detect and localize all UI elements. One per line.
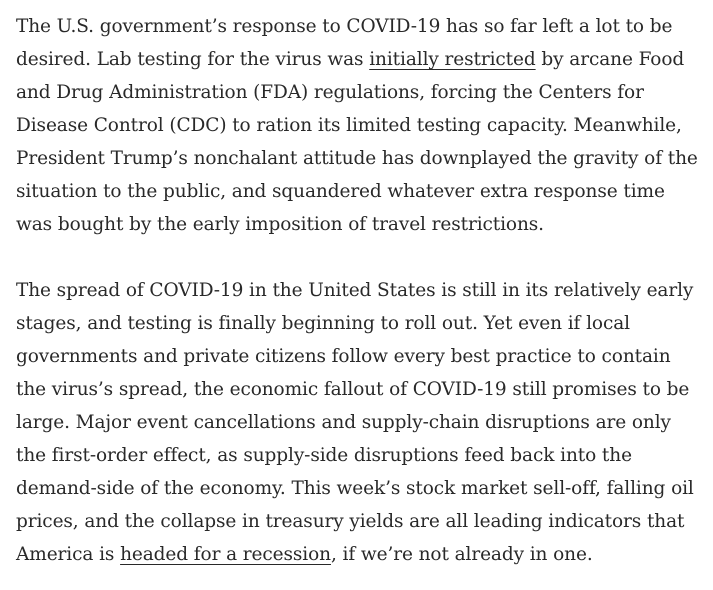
paragraph-2-text-start: The spread of COVID-19 in the United States is still in its relatively early stages, and testing is finally beginning to roll out. Yet even if local governments and private citizens follow every best practice to contain the virus’s spread, the economic fallout of COVID-19 still promises to be large. Major event cancellations and supply-chain disruptions are only the first-order effect, as supply-side disruptions feed back into the demand-side of the economy. This week’s stock market sell-off, falling oil prices, and the collapse in treasury yields are all leading indicators that America is (16, 280, 694, 565)
paragraph-2 (16, 274, 706, 571)
paragraph-2-text-end: , if we’re not already in one. (330, 544, 593, 565)
paragraph-1-text-start: The U.S. government’s response to COVID-19 has so far left a lot to be desired. Lab testing for the virus was (16, 16, 673, 70)
headed-for-a-recession-link[interactable]: headed for a recession (120, 544, 331, 565)
paragraph-1-text-end: by arcane Food and Drug Administration (FDA) regulations, forcing the Centers for Disease Control (CDC) to ration its limited testing capacity. Meanwhile, President Trump’s nonchalant attitude has downplayed the gravity of the situation to the public, and squandered whatever extra response time was bought by the early imposition of travel restrictions. (16, 49, 698, 235)
initially-restricted-link[interactable]: initially restricted (369, 49, 536, 70)
paragraph-1 (16, 10, 706, 241)
article-body (16, 10, 706, 571)
